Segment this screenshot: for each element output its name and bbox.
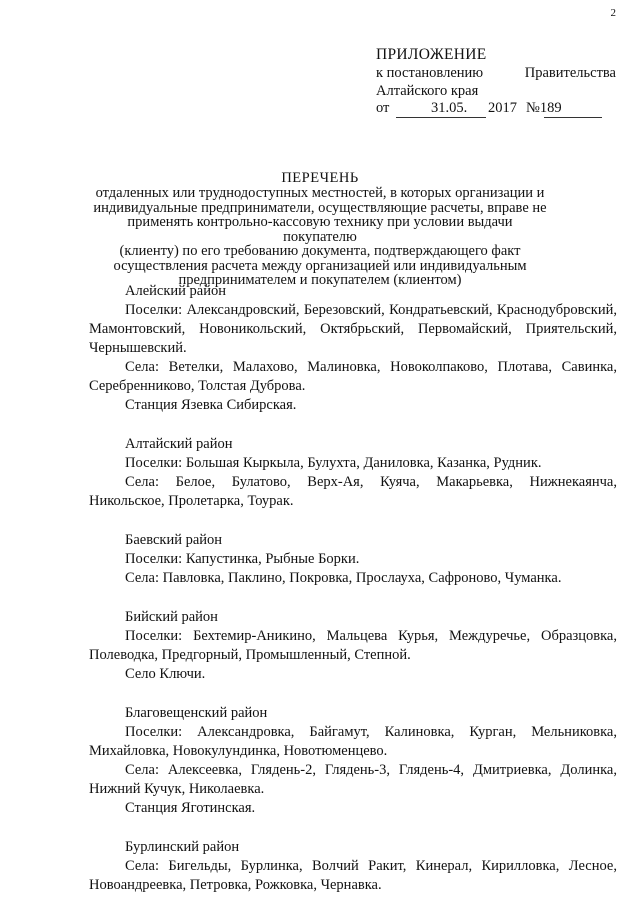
- district-baevsky: [89, 531, 617, 588]
- document-title-block: [90, 170, 550, 288]
- appendix-heading: ПРИЛОЖЕНИЕ: [376, 46, 487, 63]
- page-number: 2: [610, 7, 616, 19]
- district-entry: Поселки: Большая Кыркыла, Булухта, Даниловка, Казанка, Рудник.: [125, 455, 542, 471]
- appendix-decree-left: к постановлению: [376, 65, 484, 81]
- appendix-date: 31.05.: [431, 100, 468, 116]
- district-burlinsky: [89, 838, 617, 895]
- district-entry: Поселки: Александровский, Березовский, Кондратьевский, Краснодубровский, Мамонтовский, Новоникольский, Октябрьский, Первомайский, Приятельский, Чернышевский.: [89, 302, 617, 356]
- title-line-3: применять контрольно-кассовую технику при условии выдачи покупателю: [127, 214, 513, 245]
- district-list: [89, 282, 617, 915]
- number-underline: [544, 117, 602, 118]
- district-entry: Села: Белое, Булатово, Верх-Ая, Куяча, Макарьевка, Нижнекаянча, Никольское, Пролетарка, Тоурак.: [89, 474, 617, 509]
- district-entry: Поселки: Александровка, Байгамут, Калиновка, Курган, Мельниковка, Михайловка, Новокулундинка, Новотюменцево.: [89, 724, 617, 759]
- date-underline: [396, 117, 486, 118]
- district-name: Баевский район: [125, 532, 223, 548]
- title-line-2: индивидуальные предприниматели, осуществляющие расчеты, вправе не: [93, 199, 547, 216]
- district-entry: Станция Язевка Сибирская.: [125, 397, 297, 413]
- appendix-region: Алтайского края: [376, 83, 479, 99]
- district-entry: Села: Павловка, Паклино, Покровка, Прослауха, Сафроново, Чуманка.: [125, 570, 562, 586]
- district-name: Бийский район: [125, 609, 218, 625]
- district-entry: Села: Бигельды, Бурлинка, Волчий Ракит, Кинерал, Кирилловка, Лесное, Новоандреевка, Петровка, Рожковка, Чернавка.: [89, 858, 617, 893]
- title-line-4: (клиенту) по его требованию документа, подтверждающего факт: [119, 243, 521, 259]
- district-name: Бурлинский район: [125, 839, 240, 855]
- district-name: Алейский район: [125, 283, 226, 299]
- appendix-date-line: [376, 100, 616, 120]
- district-aleysky: [89, 282, 617, 415]
- district-name: Благовещенский район: [125, 705, 268, 721]
- district-entry: Поселки: Капустинка, Рыбные Борки.: [125, 551, 360, 567]
- district-entry: Станция Яготинская.: [125, 800, 256, 816]
- district-entry: Село Ключи.: [125, 666, 206, 682]
- district-name: Алтайский район: [125, 436, 233, 452]
- appendix-decree-line: [376, 64, 616, 82]
- appendix-decree-right: Правительства: [524, 65, 616, 81]
- appendix-number: №189: [526, 100, 562, 116]
- title-line-5: осуществления расчета между организацией или индивидуальным: [113, 257, 527, 274]
- appendix-block: [376, 46, 616, 120]
- district-blagoveshchensky: [89, 704, 617, 818]
- appendix-year: 2017: [488, 100, 517, 116]
- district-altaysky: [89, 435, 617, 511]
- document-title: ПЕРЕЧЕНЬ: [281, 170, 359, 186]
- district-entry: Села: Ветелки, Малахово, Малиновка, Новоколпаково, Плотава, Савинка, Серебренниково, Толстая Дуброва.: [89, 359, 617, 394]
- appendix-from-label: от: [376, 100, 390, 116]
- district-entry: Поселки: Бехтемир-Аникино, Мальцева Курья, Междуречье, Образцовка, Полеводка, Предгорный, Промышленный, Степной.: [89, 628, 617, 663]
- district-biysky: [89, 608, 617, 684]
- district-entry: Села: Алексеевка, Глядень-2, Глядень-3, Глядень-4, Дмитриевка, Долинка, Нижний Кучук, Николаевка.: [89, 762, 617, 797]
- title-line-6: предпринимателем и покупателем (клиентом): [178, 272, 462, 288]
- title-line-1: отдаленных или труднодоступных местностей, в которых организации и: [95, 185, 545, 201]
